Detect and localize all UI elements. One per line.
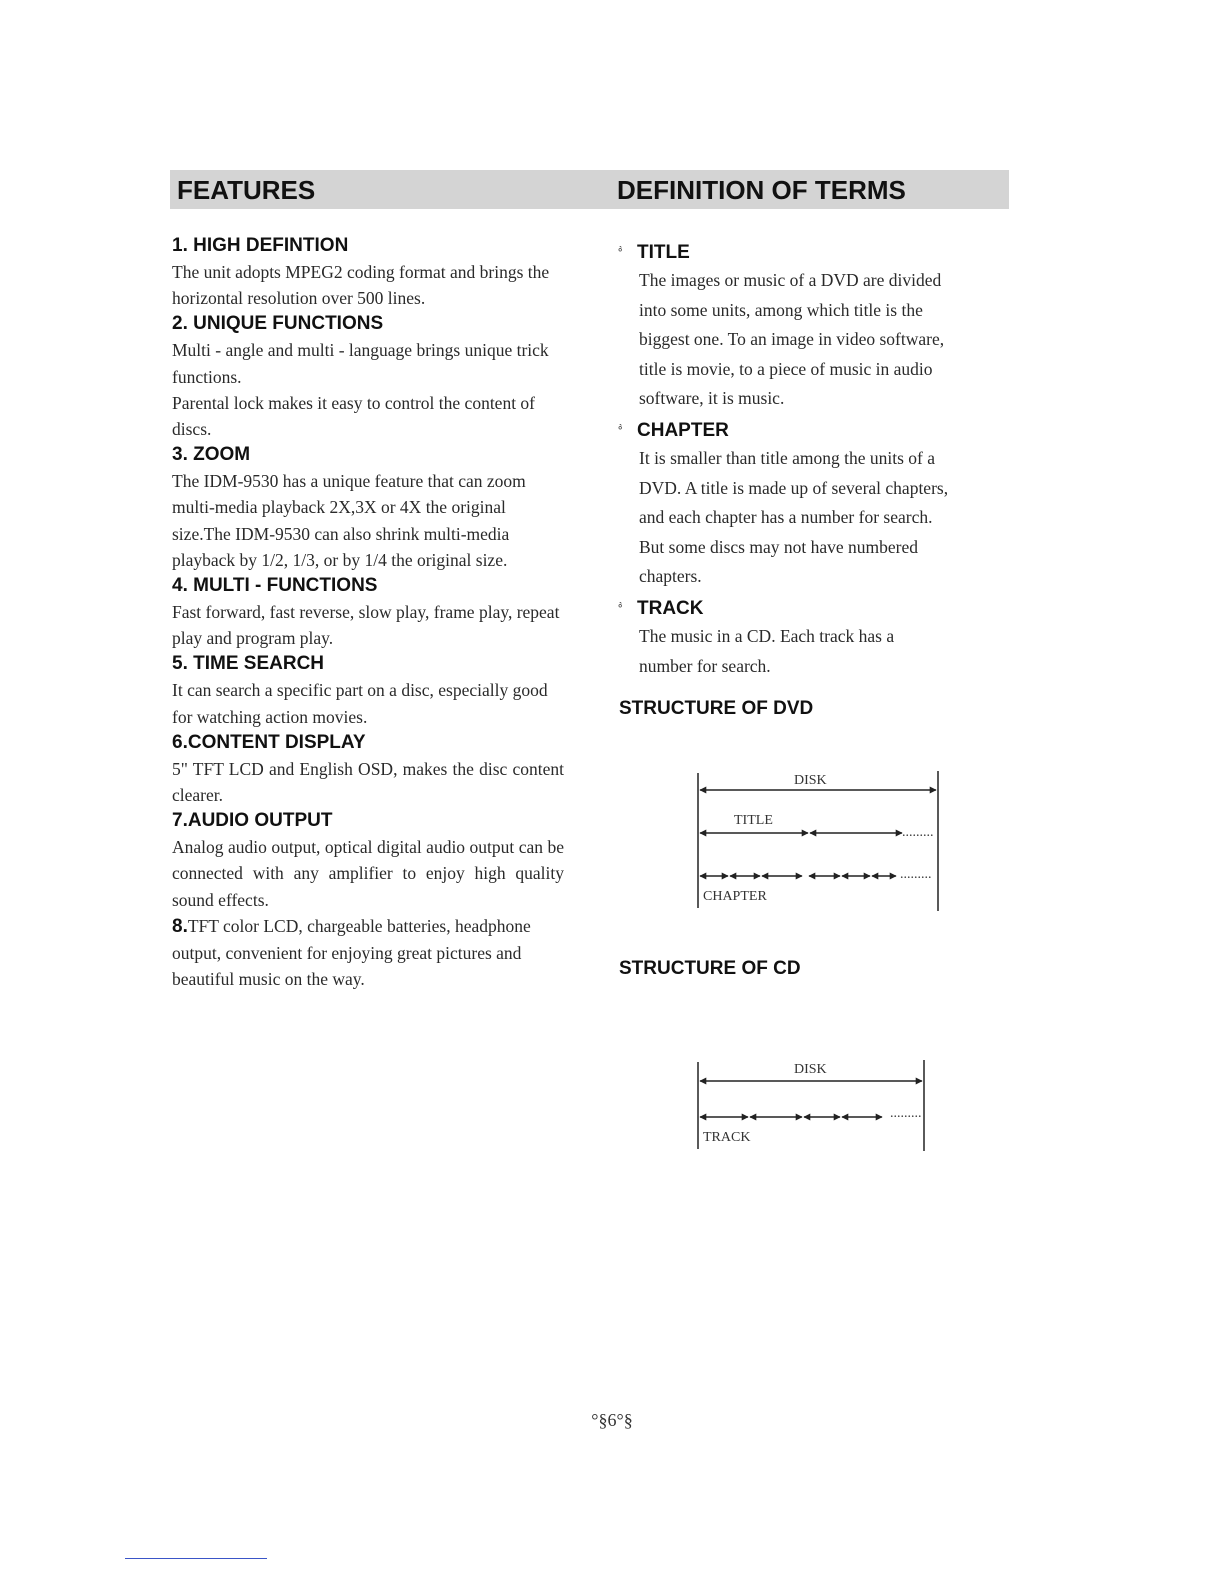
bullet-icon: °̀ — [618, 424, 623, 437]
feature-heading: 1. HIGH DEFINTION — [172, 235, 349, 256]
title-label: TITLE — [734, 813, 773, 828]
cd-structure-diagram — [690, 1055, 940, 1155]
term-line: title is movie, to a piece of music in audio — [639, 358, 933, 379]
disk-label: DISK — [794, 1062, 827, 1077]
chapter-label: CHAPTER — [703, 889, 767, 904]
feature-heading: 4. MULTI - FUNCTIONS — [172, 575, 378, 597]
terms-column — [618, 240, 988, 685]
feature-text: The IDM-9530 has a unique feature that can zoom multi-media playback 2X,3X or 4X the original size.The IDM-9530 can also shrink multi-media playback by 1/2, 1/3, or by 1/4 the original size. — [172, 471, 526, 570]
cd-structure-title: STRUCTURE OF CD — [619, 958, 801, 979]
term-line: into some units, among which title is the — [639, 299, 923, 320]
term-line: DVD. A title is made up of several chapters, — [639, 477, 949, 498]
term-heading — [618, 596, 988, 622]
term-text — [639, 444, 988, 592]
term-line: But some discs may not have numbered — [639, 536, 918, 557]
dvd-structure-title: STRUCTURE OF DVD — [619, 698, 814, 719]
term-text — [639, 622, 988, 681]
term-line: biggest one. To an image in video software, — [639, 329, 945, 350]
bullet-icon: °̀ — [618, 602, 623, 615]
definition-of-terms-title: DEFINITION OF TERMS — [617, 175, 906, 205]
feature-heading: 7.AUDIO OUTPUT — [172, 810, 333, 832]
features-title: FEATURES — [177, 175, 316, 205]
term-line: The images or music of a DVD are divided — [639, 270, 942, 290]
term-line: It is smaller than title among the units of a — [639, 447, 935, 468]
term-title: CHAPTER — [637, 419, 729, 441]
feature-text: Fast forward, fast reverse, slow play, frame play, repeat play and program play. — [172, 602, 560, 649]
term-line: and each chapter has a number for search. — [639, 507, 933, 528]
term-line: The music in a CD. Each track has a — [639, 625, 895, 646]
track-label: TRACK — [703, 1130, 751, 1145]
feature-text: Analog audio output, optical digital audio output can be connected with any amplifier to enjoy high quality sound effects. — [172, 837, 564, 910]
feature-8-number: 8. — [172, 915, 188, 937]
term-title: TRACK — [637, 597, 704, 619]
term-line: chapters. — [639, 566, 702, 587]
title-continuation-dots: ......... — [902, 825, 934, 840]
feature-8-text: TFT color LCD, chargeable batteries, headphone output, convenient for enjoying great pictures and beautiful music on the way. — [172, 915, 531, 990]
feature-text: Parental lock makes it easy to control the content of discs. — [172, 392, 536, 440]
feature-heading: 2. UNIQUE FUNCTIONS — [172, 313, 384, 335]
feature-heading: 6.CONTENT DISPLAY — [172, 731, 366, 753]
term-heading — [618, 240, 988, 266]
track-continuation-dots: ......... — [890, 1106, 922, 1121]
feature-heading: 3. ZOOM — [172, 444, 251, 466]
bullet-icon: °̀ — [618, 247, 623, 259]
page-number: °§6°§ — [591, 1410, 633, 1430]
disk-label: DISK — [794, 773, 827, 788]
dvd-structure-diagram — [690, 765, 950, 915]
features-column — [172, 233, 564, 992]
term-line: number for search. — [639, 655, 771, 676]
feature-text: Multi - angle and multi - language brings unique trick functions. — [172, 340, 549, 387]
feature-8 — [172, 913, 564, 993]
feature-text: It can search a specific part on a disc, especially good for watching action movies. — [172, 680, 548, 727]
feature-heading: 5. TIME SEARCH — [172, 653, 325, 675]
feature-text: 5" TFT LCD and English OSD, makes the disc content clearer. — [172, 758, 564, 806]
term-line: software, it is music. — [639, 388, 785, 409]
term-text — [639, 266, 988, 414]
term-title: TITLE — [637, 242, 690, 263]
term-heading — [618, 418, 988, 444]
footer-line — [125, 1558, 267, 1559]
chapter-continuation-dots: ......... — [900, 867, 932, 882]
feature-text: The unit adopts MPEG2 coding format and brings the horizontal resolution over 500 lines. — [172, 262, 550, 309]
